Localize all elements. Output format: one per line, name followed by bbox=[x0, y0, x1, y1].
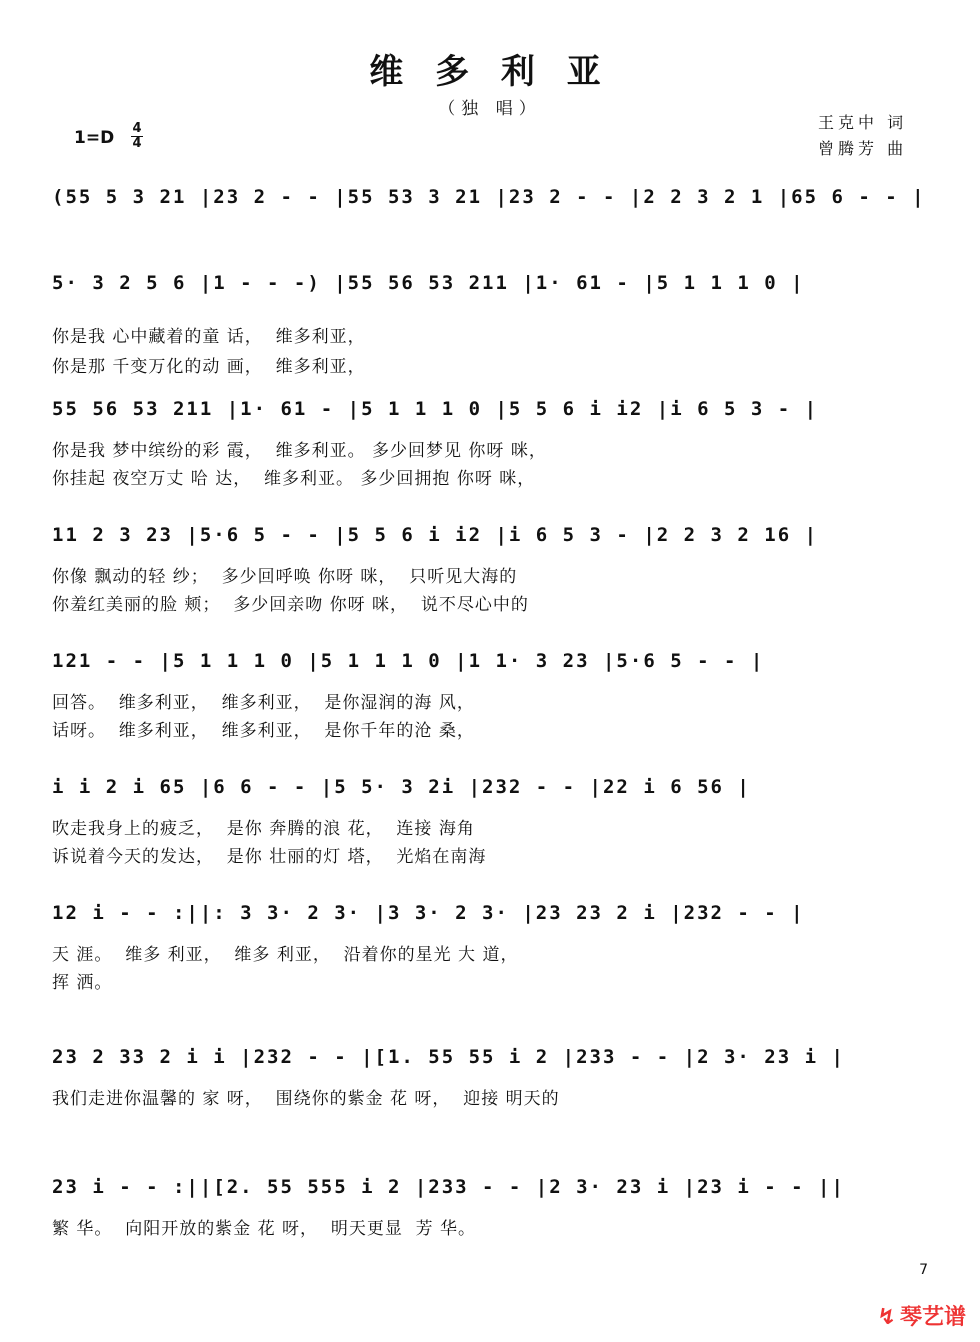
notation-row: 12 i - - :||: 3 3· 2 3· |3 3· 2 3· |23 23 2 i |232 - - | bbox=[52, 902, 805, 924]
notation-row: 23 i - - :||[2. 55 555 i 2 |233 - - |2 3· 23 i |23 i - - || bbox=[52, 1176, 845, 1198]
notation-row: (55 5 3 21 |23 2 - - |55 53 3 21 |23 2 - - |2 2 3 2 1 |65 6 - - | bbox=[52, 186, 926, 208]
score-line bbox=[52, 902, 932, 1062]
lyric-verse-2: 你羞红美丽的脸 颊； 多少回亲吻 你呀 咪， 说不尽心中的 bbox=[52, 595, 529, 615]
lyricist-credit: 王克中 词 bbox=[818, 113, 908, 132]
notation-row: 11 2 3 23 |5·6 5 - - |5 5 6 i i2 |i 6 5 3 - |2 2 3 2 16 | bbox=[52, 524, 819, 546]
page-number: 7 bbox=[919, 1262, 928, 1278]
time-signature bbox=[131, 122, 143, 151]
lyric-verse-2: 你是那 千变万化的动 画， 维多利亚， bbox=[52, 357, 366, 377]
lyric-verse-1: 天 涯。 维多 利亚， 维多 利亚， 沿着你的星光 大 道， bbox=[52, 945, 519, 965]
notation-row: 121 - - |5 1 1 1 0 |5 1 1 1 0 |1 1· 3 23 |5·6 5 - - | bbox=[52, 650, 765, 672]
lyric-verse-2: 话呀。 维多利亚， 维多利亚， 是你千年的沧 桑， bbox=[52, 721, 475, 741]
notation-row: 23 2 33 2 i i |232 - - |[1. 55 55 i 2 |233 - - |2 3· 23 i | bbox=[52, 1046, 845, 1068]
logo-text: 琴艺谱 bbox=[899, 1305, 966, 1330]
lyric-verse-1: 你像 飘动的轻 纱； 多少回呼唤 你呀 咪， 只听见大海的 bbox=[52, 567, 518, 587]
score-line bbox=[52, 1176, 932, 1336]
notation-row: 55 56 53 211 |1· 61 - |5 1 1 1 0 |5 5 6 i i2 |i 6 5 3 - | bbox=[52, 398, 819, 420]
lyric-verse-2: 挥 洒。 bbox=[52, 973, 113, 993]
lyric-verse-1: 你是我 梦中缤纷的彩 霞， 维多利亚。 多少回梦见 你呀 咪， bbox=[52, 441, 547, 461]
time-signature-top: 4 bbox=[132, 121, 142, 136]
lyric-verse-1: 回答。 维多利亚， 维多利亚， 是你湿润的海 风， bbox=[52, 693, 475, 713]
song-title: 维 多 利 亚 bbox=[369, 52, 611, 92]
lyric-verse-1: 繁 华。 向阳开放的紫金 花 呀， 明天更显 芳 华。 bbox=[52, 1219, 477, 1239]
song-subtitle: （独 唱） bbox=[438, 99, 542, 119]
logo-icon: ↯ bbox=[877, 1305, 896, 1330]
notation-row: i i 2 i 65 |6 6 - - |5 5· 3 2i |232 - - |22 i 6 56 | bbox=[52, 776, 751, 798]
time-signature-bottom: 4 bbox=[132, 136, 142, 151]
lyric-verse-2: 诉说着今天的发达， 是你 壮丽的灯 塔， 光焰在南海 bbox=[52, 847, 487, 867]
key-signature: 1=D bbox=[74, 128, 115, 148]
lyric-verse-1: 你是我 心中藏着的童 话， 维多利亚， bbox=[52, 327, 366, 347]
notation-row: 5· 3 2 5 6 |1 - - -) |55 56 53 211 |1· 61 - |5 1 1 1 0 | bbox=[52, 272, 805, 294]
composer-credit: 曾腾芳 曲 bbox=[818, 139, 908, 158]
lyric-verse-1: 我们走进你温馨的 家 呀， 围绕你的紫金 花 呀， 迎接 明天的 bbox=[52, 1089, 560, 1109]
site-logo bbox=[878, 1300, 966, 1331]
lyric-verse-2: 你挂起 夜空万丈 哈 达， 维多利亚。 多少回拥抱 你呀 咪， bbox=[52, 469, 536, 489]
lyric-verse-1: 吹走我身上的疲乏， 是你 奔腾的浪 花， 连接 海角 bbox=[52, 819, 475, 839]
